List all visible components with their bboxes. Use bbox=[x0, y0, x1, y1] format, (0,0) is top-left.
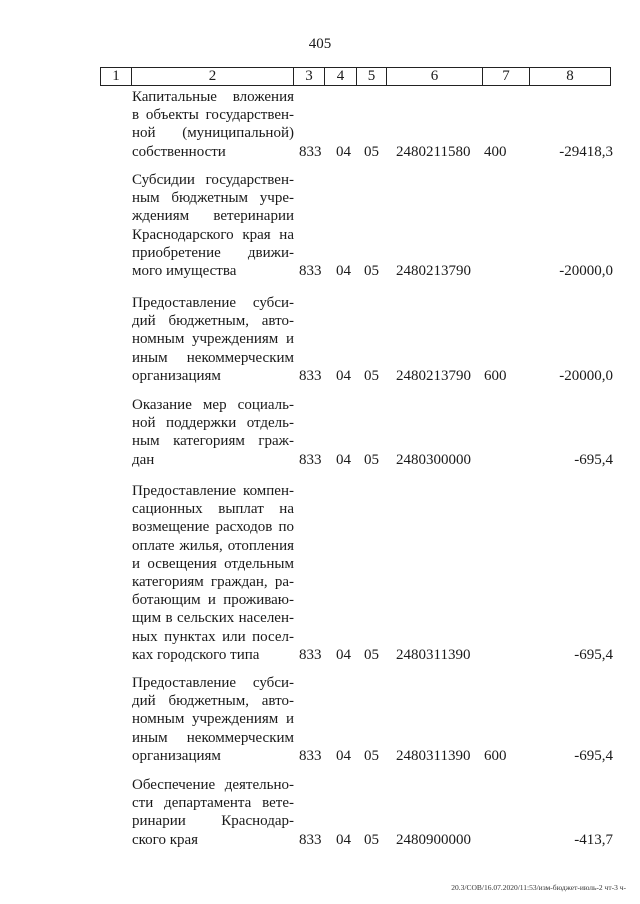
row-name-line: категориям граждан, ра- bbox=[132, 574, 294, 591]
row-name-line: дий бюджетным, авто- bbox=[132, 313, 294, 330]
cell-c5: 05 bbox=[364, 367, 379, 384]
cell-c6: 2480300000 bbox=[396, 451, 471, 468]
row-name-line: Предоставление компен- bbox=[132, 483, 294, 499]
row-name-line: сти департамента вете- bbox=[132, 795, 294, 812]
row-name-line: Оказание мер социаль- bbox=[132, 397, 294, 413]
cell-c8: -20000,0 bbox=[559, 263, 613, 279]
row-name-line: оплате жилья, отопления bbox=[132, 537, 294, 554]
row-name bbox=[132, 396, 294, 469]
cell-c3: 833 bbox=[299, 747, 322, 764]
row-name-line: ках городского типа bbox=[132, 646, 260, 663]
cell-c8: -695,4 bbox=[574, 747, 613, 764]
cell-c5: 05 bbox=[364, 451, 379, 468]
row-name-line: ринарии Краснодар- bbox=[132, 813, 294, 830]
column-header-1: 1 bbox=[101, 68, 132, 85]
table-header-row bbox=[100, 67, 611, 86]
row-name bbox=[132, 776, 294, 849]
page-number: 405 bbox=[308, 36, 332, 52]
row-name-line: ной (муниципальной) bbox=[132, 125, 294, 142]
cell-c3: 833 bbox=[299, 646, 322, 663]
cell-c5: 05 bbox=[364, 143, 379, 160]
row-name-line: Краснодарского края на bbox=[132, 226, 294, 243]
column-header-3: 3 bbox=[294, 68, 325, 85]
column-header-5: 5 bbox=[357, 68, 387, 85]
cell-c8: -695,4 bbox=[574, 451, 613, 468]
footer-stamp: 20.3/СОВ/16.07.2020/11:53/изм-бюджет-июль-2 чт-3 ч- bbox=[451, 883, 626, 892]
column-header-2: 2 bbox=[132, 68, 294, 85]
row-name-line: Предоставление субси- bbox=[132, 295, 294, 311]
cell-c4: 04 bbox=[336, 451, 351, 468]
row-name-line: номным учреждениям и bbox=[132, 331, 294, 348]
cell-c6: 2480213790 bbox=[396, 367, 471, 384]
cell-c3: 833 bbox=[299, 263, 322, 279]
row-name bbox=[132, 171, 294, 280]
row-name-line: Капитальные вложения bbox=[132, 89, 294, 105]
row-name-line: иным некоммерческим bbox=[132, 729, 294, 746]
cell-c4: 04 bbox=[336, 143, 351, 160]
cell-c4: 04 bbox=[336, 831, 351, 848]
cell-c3: 833 bbox=[299, 451, 322, 468]
row-name-line: номным учреждениям и bbox=[132, 711, 294, 728]
cell-c6: 2480900000 bbox=[396, 831, 471, 848]
row-name-line: Предоставление субси- bbox=[132, 675, 294, 691]
cell-c7: 400 bbox=[484, 143, 507, 160]
cell-c3: 833 bbox=[299, 367, 322, 384]
cell-c6: 2480213790 bbox=[396, 263, 471, 279]
row-name bbox=[132, 294, 294, 385]
row-name-line: и освещения отдельным bbox=[132, 555, 294, 572]
cell-c4: 04 bbox=[336, 646, 351, 663]
row-name-line: щим в сельских населен- bbox=[132, 610, 294, 627]
cell-c7: 600 bbox=[484, 367, 507, 384]
cell-c6: 2480211580 bbox=[396, 143, 471, 160]
row-name bbox=[132, 482, 294, 664]
cell-c5: 05 bbox=[364, 831, 379, 848]
row-name-line: дан bbox=[132, 451, 155, 468]
column-header-4: 4 bbox=[325, 68, 357, 85]
cell-c5: 05 bbox=[364, 747, 379, 764]
cell-c7: 600 bbox=[484, 747, 507, 764]
row-name-line: ботающим и проживаю- bbox=[132, 592, 294, 609]
row-name-line: организациям bbox=[132, 747, 221, 764]
row-name-line: ных пунктах или посел- bbox=[132, 628, 294, 645]
row-name-line: ным категориям граж- bbox=[132, 433, 294, 450]
row-name-line: иным некоммерческим bbox=[132, 349, 294, 366]
row-name-line: Субсидии государствен- bbox=[132, 172, 294, 188]
cell-c8: -413,7 bbox=[574, 831, 613, 848]
row-name-line: приобретение движи- bbox=[132, 244, 294, 261]
cell-c3: 833 bbox=[299, 831, 322, 848]
row-name-line: сационных выплат на bbox=[132, 501, 294, 518]
row-name-line: мого имущества bbox=[132, 263, 237, 280]
row-name-line: ной поддержки отдель- bbox=[132, 415, 294, 432]
cell-c4: 04 bbox=[336, 367, 351, 384]
column-header-7: 7 bbox=[483, 68, 530, 85]
row-name-line: дий бюджетным, авто- bbox=[132, 693, 294, 710]
row-name-line: ждениям ветеринарии bbox=[132, 208, 294, 225]
row-name bbox=[132, 88, 294, 161]
cell-c6: 2480311390 bbox=[396, 747, 471, 764]
column-header-6: 6 bbox=[387, 68, 483, 85]
cell-c4: 04 bbox=[336, 263, 351, 279]
cell-c3: 833 bbox=[299, 143, 322, 160]
row-name bbox=[132, 674, 294, 765]
cell-c8: -29418,3 bbox=[559, 143, 613, 160]
row-name-line: в объекты государствен- bbox=[132, 107, 294, 124]
cell-c5: 05 bbox=[364, 646, 379, 663]
cell-c5: 05 bbox=[364, 263, 379, 279]
row-name-line: возмещение расходов по bbox=[132, 519, 294, 536]
row-name-line: ского края bbox=[132, 831, 199, 848]
column-header-8: 8 bbox=[566, 68, 574, 84]
cell-c4: 04 bbox=[336, 747, 351, 764]
row-name-line: собственности bbox=[132, 143, 226, 160]
cell-c8: -695,4 bbox=[574, 646, 613, 663]
row-name-line: организациям bbox=[132, 367, 221, 384]
row-name-line: Обеспечение деятельно- bbox=[132, 777, 294, 793]
cell-c6: 2480311390 bbox=[396, 646, 471, 663]
row-name-line: ным бюджетным учре- bbox=[132, 190, 294, 207]
cell-c8: -20000,0 bbox=[559, 367, 613, 384]
